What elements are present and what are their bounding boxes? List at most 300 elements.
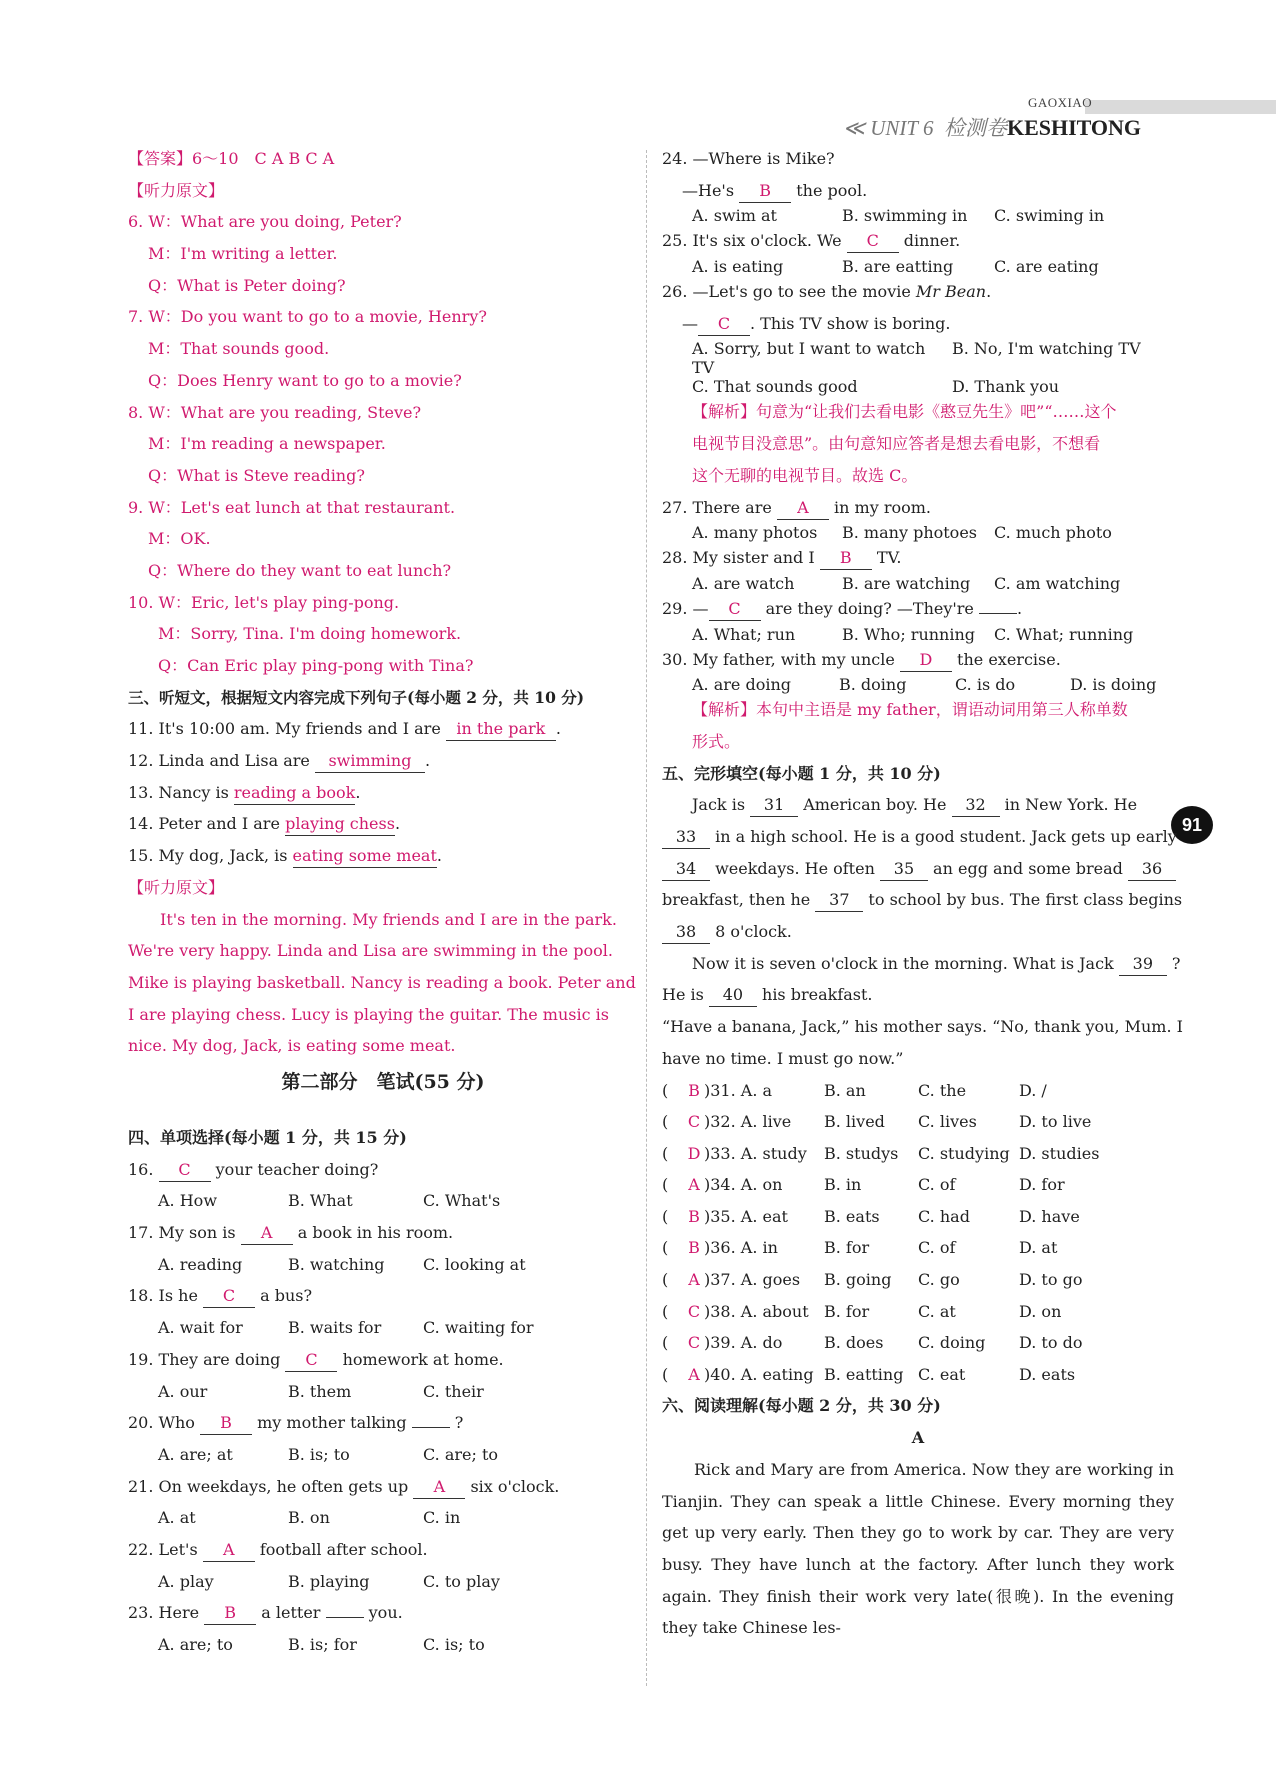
paren-open: ( — [662, 1333, 669, 1353]
explanation-line: 形式。 — [692, 731, 741, 751]
cloze-answer-row — [662, 1359, 1174, 1391]
section-5-title: 五、完形填空(每小题 1 分，共 10 分) — [662, 763, 941, 783]
option: A. swim at — [692, 206, 777, 226]
cloze-text: weekdays. He often — [710, 858, 880, 878]
option-b: B. studys — [824, 1143, 899, 1163]
answer-line: 【答案】6～10 C A B C A — [128, 149, 335, 168]
mc-suffix: my mother talking — [257, 1413, 407, 1433]
option-a: )38. A. about — [704, 1301, 809, 1321]
option-b: B. going — [824, 1270, 892, 1290]
q25-question — [662, 225, 1174, 257]
q26-dash: — — [682, 313, 698, 333]
listening-passage: It's ten in the morning. My friends and I are in the park. We're very happy. Linda and Lisa are swimming in the pool. Mike is playing basketball. Nancy is reading a book. Peter and I are playing chess. Lucy is playing the guitar. The music is nice. My dog, Jack, is eating some meat. — [128, 909, 636, 1056]
dialog-line: M：I'm writing a letter. — [148, 244, 338, 264]
option-a: )36. A. in — [704, 1238, 778, 1258]
dialog-line: M：I'm reading a newspaper. — [148, 434, 386, 454]
option: B. them — [288, 1381, 352, 1401]
option-d: D. for — [1019, 1175, 1065, 1195]
option: C. in — [423, 1508, 461, 1528]
mc-options — [128, 1376, 638, 1408]
option: C. waiting for — [423, 1318, 534, 1338]
cloze-text: “Have a banana, Jack,” his mother says. “No, thank you, Mum. I — [662, 1017, 1183, 1037]
cloze-text: his breakfast. — [756, 985, 873, 1005]
header-brand: KESHITONG — [1006, 115, 1142, 140]
cloze-answer: C — [687, 1112, 701, 1132]
q24-answer: B — [739, 180, 791, 203]
cloze-blank-number: 35 — [880, 858, 928, 881]
option: A. are; at — [158, 1444, 233, 1464]
option: B. Who; running — [842, 624, 976, 644]
mc-answer: A — [413, 1476, 465, 1499]
mc-prefix: 18. Is he — [128, 1286, 198, 1306]
option-c: C. at — [918, 1301, 956, 1321]
mc-question — [128, 1217, 638, 1249]
fill-answer: reading a book — [234, 782, 355, 805]
option: A. many photos — [692, 523, 818, 543]
mc-question — [128, 1407, 638, 1439]
fill-prefix: 12. Linda and Lisa are — [128, 751, 310, 771]
option: D. is doing — [1070, 675, 1157, 695]
dialog-line: Q：Can Eric play ping-pong with Tina? — [158, 656, 474, 675]
option: B. waits for — [288, 1318, 382, 1338]
q30-answer: D — [900, 649, 952, 672]
q26-answer-line — [662, 308, 1174, 340]
explanation-line: 这个无聊的电视节目。故选 C。 — [692, 465, 918, 485]
option: C. their — [423, 1381, 484, 1401]
cloze-answer: A — [688, 1270, 700, 1290]
option-b: B. in — [824, 1175, 862, 1195]
q24-options — [662, 206, 1174, 225]
option: C. That sounds good — [692, 377, 858, 397]
mc-suffix: homework at home. — [342, 1349, 504, 1369]
option: A. at — [158, 1508, 196, 1528]
q26-options-row2 — [662, 377, 1174, 396]
cloze-text: Now it is seven o'clock in the morning. What is Jack — [692, 953, 1119, 973]
option-a: )40. A. eating — [704, 1364, 814, 1384]
mc-suffix: a bus? — [260, 1286, 313, 1306]
mc-suffix: a letter — [261, 1603, 321, 1623]
paren-open: ( — [662, 1206, 669, 1226]
cloze-answer: A — [688, 1175, 700, 1195]
cloze-blank-number: 38 — [662, 921, 710, 944]
q30-post: the exercise. — [957, 649, 1061, 669]
option: B. are watching — [842, 573, 971, 593]
multiple-choice-list — [128, 1154, 638, 1661]
cloze-text: to school by bus. The first class begins — [863, 890, 1183, 910]
option-b: B. lived — [824, 1112, 885, 1132]
mc-question — [128, 1154, 638, 1186]
cloze-blank-number: 33 — [662, 826, 710, 849]
paren-open: ( — [662, 1143, 669, 1163]
cloze-answer: A — [688, 1364, 700, 1384]
q25-pre: 25. It's six o'clock. We — [662, 231, 842, 251]
option-b: B. for — [824, 1238, 870, 1258]
mc-answer: C — [159, 1159, 211, 1182]
fill-suffix: . — [395, 814, 401, 834]
q29-pre: 29. — — [662, 598, 709, 618]
cloze-blank-number: 40 — [709, 984, 757, 1007]
reading-passage: Rick and Mary are from America. Now they are working in Tianjin. They can speak a little Chinese. Every morning they get up very early. Then they go to work by car. They are very busy. They have lunch at the factory. After lunch they work again. They finish their work very late(很晚). In the evening they take Chinese les- — [662, 1459, 1174, 1638]
option-d: D. eats — [1019, 1364, 1076, 1384]
dialog-line: 7. W：Do you want to go to a movie, Henry? — [128, 307, 487, 327]
option: B. is; to — [288, 1444, 350, 1464]
mc-options — [128, 1185, 638, 1217]
left-column — [128, 143, 638, 1661]
option-d: D. at — [1019, 1238, 1058, 1258]
cloze-answer-table — [662, 1075, 1174, 1391]
header-unit: UNIT 6 — [870, 116, 934, 140]
option: C. is; to — [423, 1635, 485, 1655]
fill-prefix: 15. My dog, Jack, is — [128, 846, 288, 866]
option-d: D. to live — [1019, 1112, 1092, 1132]
option: B. What — [288, 1191, 353, 1211]
option-a: )34. A. on — [704, 1175, 783, 1195]
mc-prefix: 21. On weekdays, he often gets up — [128, 1476, 409, 1496]
option: C. much photo — [994, 523, 1112, 543]
fill-answer: in the park — [446, 718, 556, 741]
q28-pre: 28. My sister and I — [662, 548, 815, 568]
option-c: C. of — [918, 1175, 956, 1195]
fill-suffix: . — [355, 782, 361, 802]
option-b: B. an — [824, 1080, 866, 1100]
header-jiance: 检测卷 — [943, 116, 1007, 140]
mc-question — [128, 1280, 638, 1312]
option-c: C. eat — [918, 1364, 966, 1384]
q29-question — [662, 593, 1174, 625]
mc-answer: B — [204, 1602, 256, 1625]
option-b: B. eatting — [824, 1364, 904, 1384]
q27-question — [662, 492, 1174, 524]
fill-prefix: 11. It's 10:00 am. My friends and I are — [128, 719, 441, 739]
reading-passage-label: A — [911, 1428, 925, 1448]
option: B. swimming in — [842, 206, 968, 226]
q29-answer: C — [709, 598, 761, 621]
dialog-line: 6. W：What are you doing, Peter? — [128, 212, 402, 232]
cloze-answer-row — [662, 1327, 1174, 1359]
fill-answer: swimming — [315, 750, 425, 773]
cloze-answer: C — [687, 1333, 701, 1353]
q26-answer: C — [698, 313, 750, 336]
q27-answer: A — [777, 497, 829, 520]
option: A. What; run — [692, 624, 796, 644]
mc-question — [128, 1344, 638, 1376]
mc-prefix: 23. Here — [128, 1603, 200, 1623]
cloze-text: American boy. He — [798, 795, 952, 815]
explanation-line: 【解析】本句中主语是 my father，谓语动词用第三人称单数 — [692, 700, 1128, 720]
option: A. are doing — [692, 675, 792, 695]
option: C. to play — [423, 1571, 500, 1591]
cloze-answer: C — [687, 1301, 701, 1321]
cloze-answer: B — [688, 1206, 700, 1226]
cloze-answer-row — [662, 1296, 1174, 1328]
mc-options — [128, 1566, 638, 1598]
cloze-line — [662, 948, 1181, 980]
option: A. is eating — [692, 257, 784, 277]
cloze-answer-row — [662, 1138, 1174, 1170]
mc-suffix: football after school. — [259, 1539, 428, 1559]
option-c: C. studying — [918, 1143, 1010, 1163]
paren-open: ( — [662, 1175, 669, 1195]
option-d: D. to go — [1019, 1270, 1083, 1290]
dialog-line: M：Sorry, Tina. I'm doing homework. — [158, 624, 462, 644]
q24-pre: —He's — [682, 180, 735, 200]
paren-open: ( — [662, 1270, 669, 1290]
fill-item — [128, 840, 638, 872]
mc-prefix: 19. They are doing — [128, 1349, 281, 1369]
option: A. Sorry, but I want to watch TV — [692, 339, 926, 378]
section-6-title: 六、阅读理解(每小题 2 分，共 30 分) — [662, 1396, 941, 1416]
listening-dialog — [128, 206, 638, 681]
option: C. is do — [955, 675, 1016, 695]
q29-post: are they doing? —They're — [765, 598, 974, 618]
dialog-line: M：That sounds good. — [148, 339, 330, 359]
q26-end: . — [986, 282, 992, 302]
q28-question — [662, 542, 1174, 574]
option: C. looking at — [423, 1254, 526, 1274]
cloze-answer: B — [688, 1238, 700, 1258]
page-header — [0, 95, 1276, 145]
option-c: C. had — [918, 1206, 970, 1226]
cloze-blank-number: 36 — [1128, 858, 1176, 881]
option-c: C. doing — [918, 1333, 986, 1353]
option: C. What; running — [994, 624, 1134, 644]
cloze-blank-number: 31 — [750, 794, 798, 817]
q25-post: dinner. — [903, 231, 961, 251]
mc-prefix: 22. Let's — [128, 1539, 198, 1559]
fill-item — [128, 808, 638, 840]
option-a: )35. A. eat — [704, 1206, 788, 1226]
mc-options — [128, 1629, 638, 1661]
option: D. Thank you — [952, 377, 1060, 397]
cloze-text: in a high school. He is a good student. Jack gets up early — [710, 827, 1177, 846]
part-2-title: 第二部分 笔试(55 分) — [281, 1071, 485, 1094]
option-a: )31. A. a — [704, 1080, 773, 1100]
mc-question — [128, 1534, 638, 1566]
q28-answer: B — [820, 547, 872, 570]
q24-answer-line — [662, 175, 1174, 207]
fill-prefix: 13. Nancy is — [128, 782, 229, 802]
mc-answer: B — [200, 1412, 252, 1435]
fill-in-answers — [128, 713, 638, 871]
explanation-line: 【解析】句意为“让我们去看电影《憨豆先生》吧”“……这个 — [692, 402, 1117, 422]
option-c: C. the — [918, 1080, 967, 1100]
option: A. play — [158, 1571, 214, 1591]
option-c: C. lives — [918, 1112, 977, 1132]
mc-end: ? — [454, 1413, 464, 1433]
mc-answer: C — [285, 1349, 337, 1372]
cloze-answer-row — [662, 1106, 1174, 1138]
q25-options — [662, 257, 1174, 276]
cloze-line — [662, 1011, 1183, 1043]
mc-blank — [326, 1617, 364, 1618]
cloze-line — [662, 884, 1183, 916]
fill-item — [128, 777, 638, 809]
option: A. How — [158, 1191, 218, 1211]
option-b: B. does — [824, 1333, 884, 1353]
mc-question — [128, 1597, 638, 1629]
listening-script-heading: 【听力原文】 — [128, 180, 225, 200]
option-d: D. studies — [1019, 1143, 1100, 1163]
mc-options — [128, 1502, 638, 1534]
option: A. reading — [158, 1254, 243, 1274]
mc-suffix: a book in his room. — [297, 1223, 454, 1243]
option: A. wait for — [158, 1318, 243, 1338]
dialog-line: M：OK. — [148, 529, 211, 549]
section-4-title: 四、单项选择(每小题 1 分，共 15 分) — [128, 1128, 407, 1148]
option: B. playing — [288, 1571, 370, 1591]
option-a: )32. A. live — [704, 1112, 792, 1132]
cloze-text: in New York. He — [999, 795, 1138, 815]
mc-prefix: 17. My son is — [128, 1223, 236, 1243]
cloze-text: He is — [662, 985, 709, 1005]
q27-options — [662, 523, 1174, 542]
dialog-line: 9. W：Let's eat lunch at that restaurant. — [128, 497, 456, 517]
q27-post: in my room. — [834, 497, 932, 517]
option: C. swiming in — [994, 206, 1105, 226]
q26-options-row1 — [662, 339, 1174, 377]
option: B. are eatting — [842, 257, 954, 277]
cloze-answer: D — [687, 1143, 701, 1163]
cloze-blank-number: 32 — [952, 794, 1000, 817]
option-a: )39. A. do — [704, 1333, 783, 1353]
mc-options — [128, 1312, 638, 1344]
option: A. are; to — [158, 1635, 233, 1655]
option-d: D. on — [1019, 1301, 1062, 1321]
cloze-text: breakfast, then he — [662, 890, 816, 910]
q26-explanation — [662, 396, 1174, 491]
mc-prefix: 20. Who — [128, 1413, 195, 1433]
option: B. on — [288, 1508, 330, 1528]
cloze-blank-number: 34 — [662, 858, 710, 881]
paren-open: ( — [662, 1238, 669, 1258]
q26-movie-title: Mr Bean — [915, 282, 987, 302]
fill-suffix: . — [555, 719, 561, 739]
section-3-title: 三、听短文，根据短文内容完成下列句子(每小题 2 分，共 10 分) — [128, 687, 585, 707]
option-a: )37. A. goes — [704, 1270, 801, 1290]
mc-prefix: 16. — [128, 1159, 154, 1179]
option-d: D. to do — [1019, 1333, 1083, 1353]
mc-blank — [412, 1427, 450, 1428]
mc-answer: A — [241, 1222, 293, 1245]
dialog-line: 8. W：What are you reading, Steve? — [128, 402, 422, 422]
q28-options — [662, 574, 1174, 593]
column-divider — [646, 150, 647, 1686]
paren-open: ( — [662, 1112, 669, 1132]
fill-item — [128, 745, 638, 777]
option-c: C. go — [918, 1270, 960, 1290]
dialog-line: Q：What is Steve reading? — [148, 465, 365, 485]
dialog-line: Q：Where do they want to eat lunch? — [148, 560, 452, 580]
cloze-passage — [662, 789, 1183, 1074]
option: B. watching — [288, 1254, 385, 1274]
option: A. are watch — [692, 573, 795, 593]
cloze-answer-row — [662, 1264, 1174, 1296]
cloze-blank-number: 39 — [1119, 953, 1167, 976]
option: B. many photoes — [842, 523, 977, 543]
cloze-text: have no time. I must go now.” — [662, 1048, 904, 1068]
option: C. What's — [423, 1191, 501, 1211]
fill-item — [128, 713, 638, 745]
mc-suffix: six o'clock. — [470, 1476, 560, 1496]
chevron-left-icon: ≪ — [843, 116, 865, 140]
cloze-answer: B — [688, 1080, 700, 1100]
cloze-answer-row — [662, 1075, 1174, 1107]
mc-question — [128, 1471, 638, 1503]
option-a: )33. A. study — [704, 1143, 807, 1163]
paren-open: ( — [662, 1364, 669, 1384]
q26-post: . This TV show is boring. — [750, 313, 951, 333]
cloze-blank-number: 37 — [815, 889, 863, 912]
cloze-line — [662, 821, 1177, 853]
option: C. are eating — [994, 257, 1099, 277]
option: A. our — [158, 1381, 208, 1401]
option-c: C. of — [918, 1238, 956, 1258]
q30-options — [662, 675, 1174, 694]
mc-end: you. — [368, 1603, 403, 1623]
q29-end: . — [1017, 598, 1023, 618]
q26-pre: 26. —Let's go to see the movie — [662, 282, 916, 302]
fill-answer: playing chess — [285, 813, 395, 836]
cloze-text: an egg and some bread — [927, 858, 1128, 878]
mc-options — [128, 1439, 638, 1471]
option-b: B. for — [824, 1301, 870, 1321]
option-d: D. have — [1019, 1206, 1080, 1226]
cloze-line — [662, 1043, 1174, 1075]
page-number-badge: 91 — [1171, 806, 1213, 844]
cloze-text: 8 o'clock. — [710, 922, 792, 942]
q30-pre: 30. My father, with my uncle — [662, 649, 895, 669]
right-column — [662, 143, 1183, 1644]
option: C. am watching — [994, 573, 1121, 593]
dialog-line: 10. W：Eric, let's play ping-pong. — [128, 592, 400, 612]
fill-prefix: 14. Peter and I are — [128, 814, 280, 834]
cloze-line — [662, 789, 1174, 821]
header-gaoxiao: GAOXIAO — [1028, 95, 1093, 110]
q29-options — [662, 625, 1174, 644]
q26-question — [662, 276, 1174, 308]
q24-question: 24. —Where is Mike? — [662, 149, 835, 168]
option-d: D. / — [1019, 1080, 1047, 1100]
listening-script-heading-2: 【听力原文】 — [128, 877, 225, 897]
fill-answer: eating some meat — [293, 845, 437, 868]
fill-suffix: . — [436, 846, 442, 866]
paren-open: ( — [662, 1080, 669, 1100]
q30-explanation — [662, 694, 1174, 757]
fill-suffix: . — [424, 751, 431, 771]
mc-suffix: your teacher doing? — [215, 1159, 379, 1179]
option: B. No, I'm watching TV — [952, 339, 1141, 359]
option-b: B. eats — [824, 1206, 880, 1226]
cloze-text: ? — [1166, 953, 1181, 973]
cloze-answer-row — [662, 1232, 1174, 1264]
option: C. are; to — [423, 1444, 499, 1464]
q27-pre: 27. There are — [662, 497, 772, 517]
mc-options — [128, 1249, 638, 1281]
mc-answer: C — [203, 1285, 255, 1308]
cloze-line — [662, 979, 1174, 1011]
mc-answer: A — [203, 1539, 255, 1562]
paren-open: ( — [662, 1301, 669, 1321]
q24-post: the pool. — [796, 180, 868, 200]
cloze-line — [662, 916, 1174, 948]
cloze-line — [662, 853, 1174, 885]
q25-answer: C — [847, 230, 899, 253]
q30-question — [662, 644, 1174, 676]
option: B. is; for — [288, 1635, 357, 1655]
q28-post: TV. — [876, 548, 902, 568]
cloze-answer-row — [662, 1169, 1174, 1201]
option: B. doing — [839, 675, 907, 695]
